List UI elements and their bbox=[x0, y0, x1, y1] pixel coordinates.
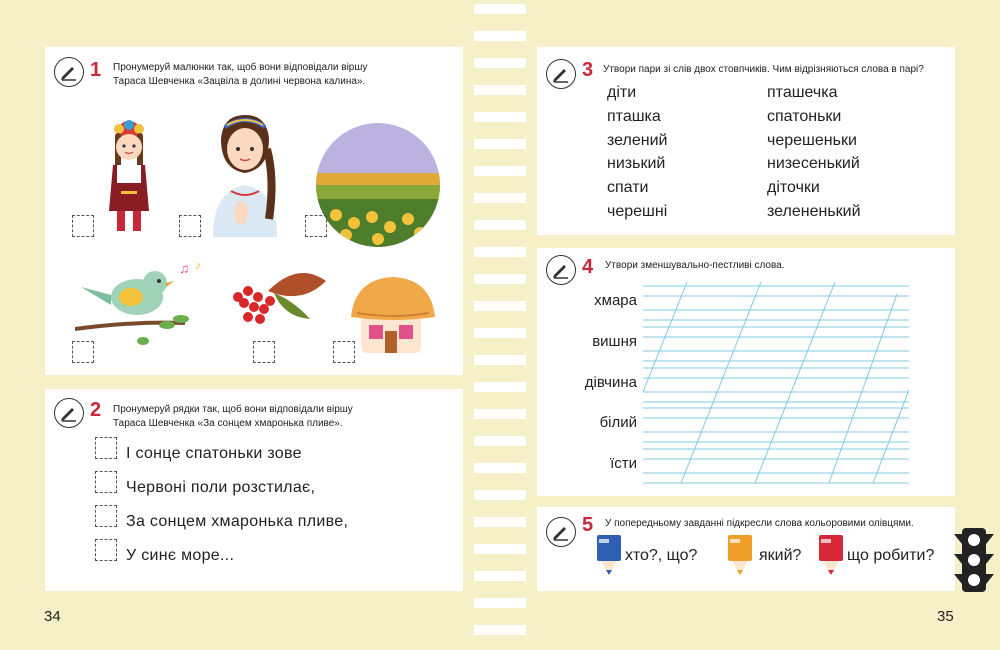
task2-card bbox=[45, 389, 463, 591]
task3-card bbox=[537, 47, 955, 235]
task2-number-box-1[interactable] bbox=[95, 437, 117, 459]
left-word-3: зелений bbox=[607, 132, 668, 149]
binding-spine bbox=[474, 0, 526, 650]
red-pencil-icon bbox=[817, 533, 845, 577]
task4-instruction: Утвори зменшувально-пестливі слова. bbox=[605, 260, 785, 271]
question-who-what: хто?, що? bbox=[625, 547, 698, 564]
page-number-left: 34 bbox=[44, 608, 61, 625]
spine-stripe bbox=[474, 247, 526, 257]
task1-card bbox=[45, 47, 463, 375]
poem-line-4: У синє море... bbox=[126, 547, 235, 564]
poem-line-2: Червоні поли розстилає, bbox=[126, 479, 316, 496]
task1-number-box-3[interactable] bbox=[305, 215, 327, 237]
spine-stripe bbox=[474, 625, 526, 635]
task4-word-5: їсти bbox=[610, 455, 637, 472]
spine-stripe bbox=[474, 193, 526, 203]
viburnum-illustration bbox=[228, 261, 328, 331]
spine-stripe bbox=[474, 220, 526, 230]
left-word-5: спати bbox=[607, 179, 649, 196]
field-sunflowers-illustration bbox=[316, 123, 440, 247]
girl-doll-illustration bbox=[97, 119, 161, 237]
task1-number-box-2[interactable] bbox=[179, 215, 201, 237]
spine-stripe bbox=[474, 4, 526, 14]
orange-pencil-icon bbox=[726, 533, 754, 577]
cottage-illustration bbox=[347, 273, 437, 355]
pencil-icon bbox=[546, 59, 576, 89]
task2-number-box-4[interactable] bbox=[95, 539, 117, 561]
left-word-1: діти bbox=[607, 84, 637, 101]
right-word-3: черешеньки bbox=[767, 132, 857, 149]
spine-stripe bbox=[474, 382, 526, 392]
task4-word-3: дівчина bbox=[584, 374, 637, 391]
page-number-right: 35 bbox=[937, 608, 954, 625]
task1-instruction-line1: Пронумеруй малюнки так, щоб вони відповідали віршу bbox=[113, 62, 368, 73]
left-word-2: пташка bbox=[607, 108, 661, 125]
task4-card bbox=[537, 248, 955, 496]
spine-stripe bbox=[474, 112, 526, 122]
spine-stripe bbox=[474, 85, 526, 95]
left-word-6: черешні bbox=[607, 203, 668, 220]
svg-text:♪: ♪ bbox=[195, 259, 201, 272]
task2-number-box-3[interactable] bbox=[95, 505, 117, 527]
task2-number: 2 bbox=[90, 399, 102, 421]
task1-number-box-1[interactable] bbox=[72, 215, 94, 237]
task1-number-box-4[interactable] bbox=[72, 341, 94, 363]
spine-stripe bbox=[474, 355, 526, 365]
blue-pencil-icon bbox=[595, 533, 623, 577]
svg-text:♫: ♫ bbox=[179, 260, 190, 276]
spine-stripe bbox=[474, 301, 526, 311]
task3-number: 3 bbox=[582, 59, 594, 81]
traffic-light-icon bbox=[954, 528, 994, 592]
poem-line-1: І сонце спатоньки зове bbox=[126, 445, 302, 462]
spine-stripe bbox=[474, 409, 526, 419]
pencil-icon bbox=[54, 398, 84, 428]
handwriting-guide-lines bbox=[643, 280, 909, 488]
spine-stripe bbox=[474, 274, 526, 284]
right-word-1: пташечка bbox=[767, 84, 838, 101]
spine-stripe bbox=[474, 166, 526, 176]
spine-stripe bbox=[474, 328, 526, 338]
task4-number: 4 bbox=[582, 256, 594, 278]
spine-stripe bbox=[474, 58, 526, 68]
question-what-to-do: що робити? bbox=[847, 547, 935, 564]
task3-instruction: Утвори пари зі слів двох стовпчиків. Чим відрізняються слова в парі? bbox=[603, 64, 924, 75]
task5-instruction: У попередньому завданні підкресли слова кольоровими олівцями. bbox=[605, 518, 914, 529]
task1-number-box-6[interactable] bbox=[333, 341, 355, 363]
left-word-4: низький bbox=[607, 155, 666, 172]
question-which: який? bbox=[759, 547, 802, 564]
right-word-6: зелененький bbox=[767, 203, 861, 220]
task1-number-box-5[interactable] bbox=[253, 341, 275, 363]
bird-branch-illustration bbox=[75, 259, 213, 355]
spine-stripe bbox=[474, 517, 526, 527]
spine-stripe bbox=[474, 571, 526, 581]
task4-word-2: вишня bbox=[592, 333, 637, 350]
spine-stripe bbox=[474, 490, 526, 500]
task4-word-4: білий bbox=[599, 414, 637, 431]
task1-instruction-line2: Тараса Шевченка «Зацвіла в долині червона калина». bbox=[113, 76, 366, 87]
task5-number: 5 bbox=[582, 514, 594, 536]
task4-word-1: хмара bbox=[594, 292, 637, 309]
task2-instruction-line2: Тараса Шевченка «За сонцем хмаронька пливе». bbox=[113, 418, 343, 429]
spine-stripe bbox=[474, 598, 526, 608]
task2-number-box-2[interactable] bbox=[95, 471, 117, 493]
girl-braid-illustration bbox=[203, 109, 287, 237]
spine-stripe bbox=[474, 139, 526, 149]
spine-stripe bbox=[474, 544, 526, 554]
task2-instruction-line1: Пронумеруй рядки так, щоб вони відповідали віршу bbox=[113, 404, 353, 415]
spine-stripe bbox=[474, 436, 526, 446]
right-word-4: низесенький bbox=[767, 155, 860, 172]
task5-card bbox=[537, 507, 955, 591]
pencil-icon bbox=[546, 255, 576, 285]
poem-line-3: За сонцем хмаронька пливе, bbox=[126, 513, 349, 530]
task1-number: 1 bbox=[90, 59, 102, 81]
spine-stripe bbox=[474, 463, 526, 473]
right-word-2: спатоньки bbox=[767, 108, 842, 125]
pencil-icon bbox=[546, 517, 576, 547]
spine-stripe bbox=[474, 31, 526, 41]
right-word-5: діточки bbox=[767, 179, 820, 196]
pencil-icon bbox=[54, 57, 84, 87]
